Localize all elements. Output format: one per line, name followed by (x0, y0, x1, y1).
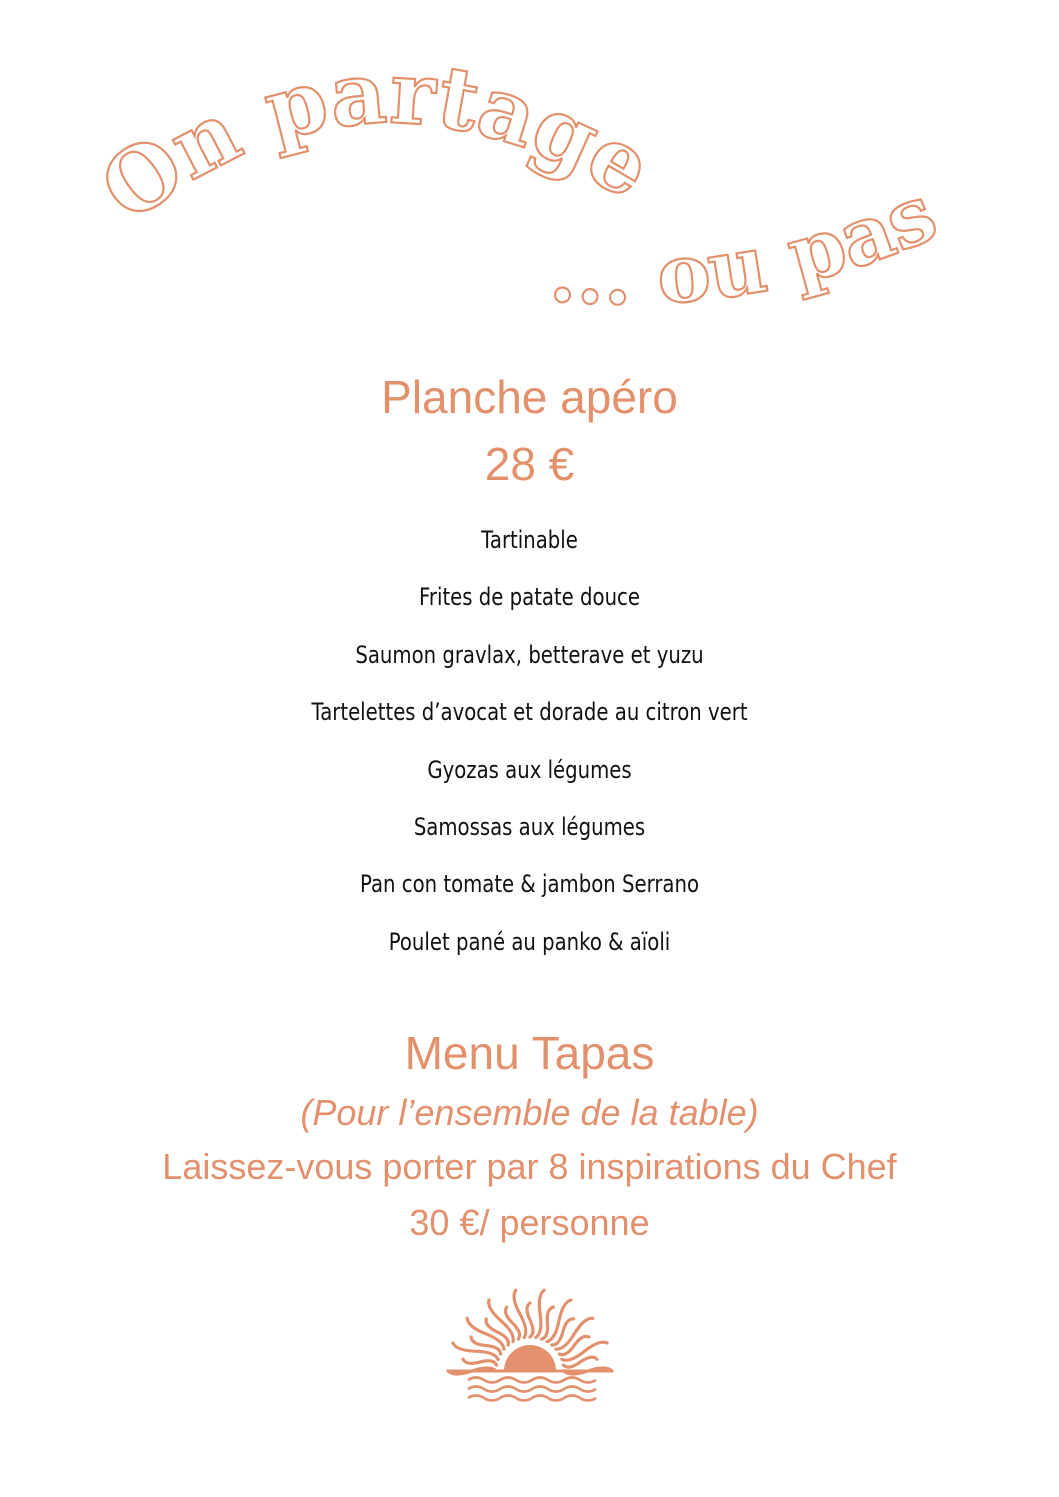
sun-ray (463, 1359, 497, 1365)
sun-ray (536, 1290, 544, 1337)
heading-line-1 (83, 42, 669, 241)
tapas-note: (Pour l’ensemble de la table) (300, 1092, 759, 1133)
menu-item: Poulet pané au panko & aïoli (388, 927, 671, 956)
sun-over-waves-icon (440, 1285, 620, 1405)
menu-item: Pan con tomate & jambon Serrano (359, 870, 699, 899)
planche-items (0, 523, 1059, 982)
sun-ray (527, 1303, 533, 1337)
menu-item: Samossas aux légumes (413, 812, 646, 841)
heading-line-1-text: On partage (83, 42, 669, 242)
tapas-price: 30 €/ personne (409, 1202, 650, 1243)
menu-item: Gyozas aux légumes (427, 755, 632, 784)
heading-line-2-text: ... ou pas (546, 165, 949, 323)
tapas-title: Menu Tapas (404, 1027, 655, 1079)
planche-title: Planche apéro (381, 371, 678, 423)
menu-item: Saumon gravlax, betterave et yuzu (355, 640, 704, 669)
planche-price: 28 € (484, 438, 575, 490)
heading (0, 0, 1059, 360)
menu-item: Frites de patate douce (419, 583, 640, 612)
menu-item: Tartelettes d’avocat et dorade au citron vert (311, 698, 748, 727)
menu-item: Tartinable (481, 526, 578, 554)
tapas-description: Laissez-vous porter par 8 inspirations du Chef (162, 1146, 897, 1187)
sun-ray (542, 1307, 554, 1339)
